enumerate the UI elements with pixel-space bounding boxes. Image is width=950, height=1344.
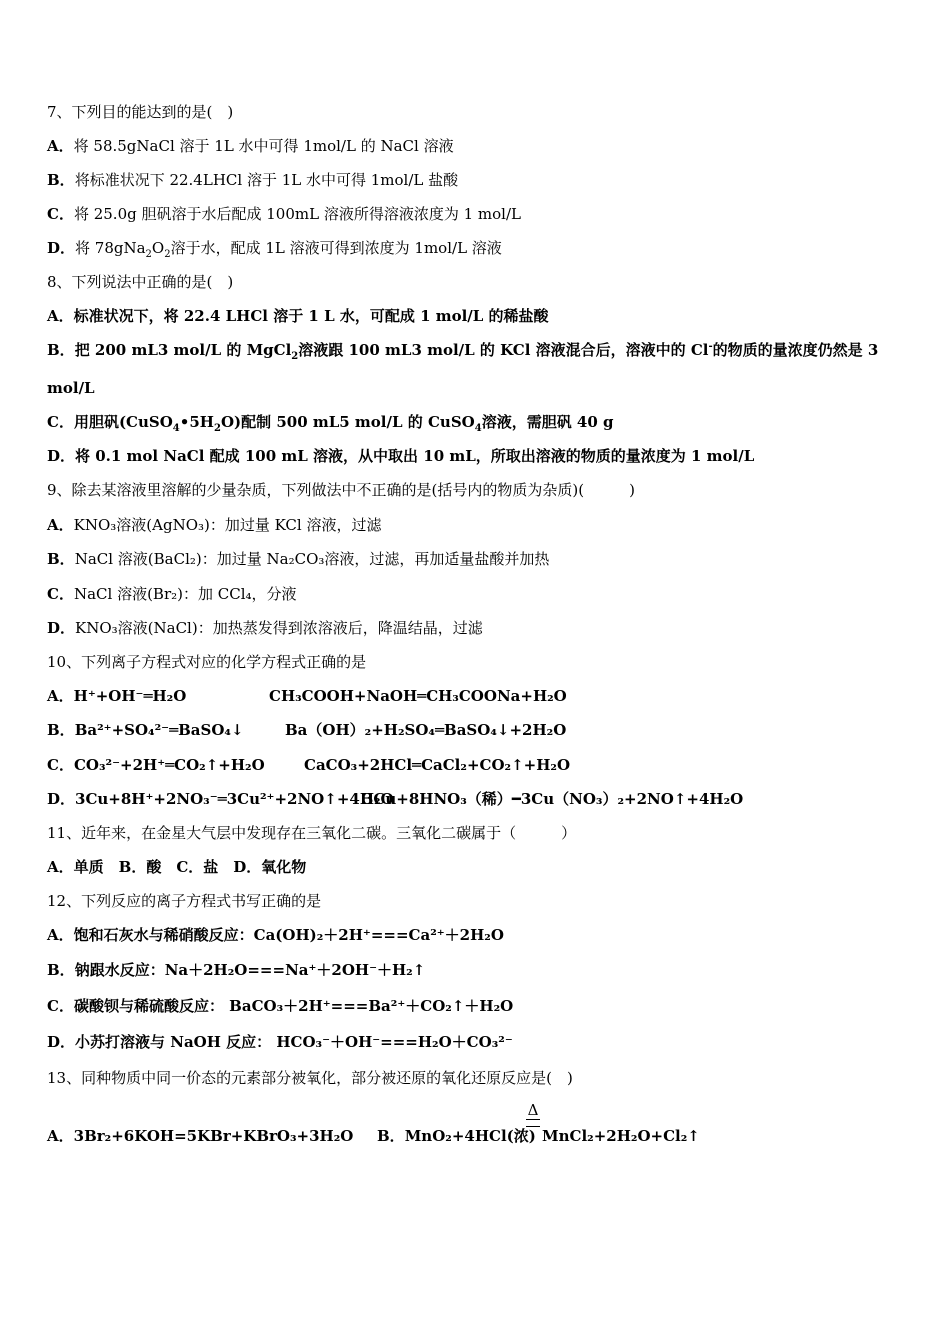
q12-option-a: A．饱和石灰水与稀硝酸反应：Ca(OH)₂＋2H⁺===Ca²⁺＋2H₂O: [47, 926, 504, 944]
q7-stem: 7、下列目的能达到的是( ): [47, 103, 234, 121]
q12-option-d: D．小苏打溶液与 NaOH 反应： HCO₃⁻＋OH⁻===H₂O＋CO₃²⁻: [47, 1033, 513, 1051]
q10-stem: 10、下列离子方程式对应的化学方程式正确的是: [47, 653, 367, 671]
q7-option-d: D．将 $78gNa_2O_2$溶于水，配成 1L 溶液可得到浓度为 1mol/L 溶液: [47, 239, 502, 260]
q13-stem: 13、同种物质中同一价态的元素部分被氧化，部分被还原的氧化还原反应是( ): [47, 1069, 573, 1087]
q12-stem: 12、下列反应的离子方程式书写正确的是: [47, 892, 322, 910]
q13-option-b-products: MnCl₂+2H₂O+Cl₂↑: [542, 1127, 700, 1145]
q10-option-c: C．CO₃²⁻+2H⁺═CO₂↑+H₂O: [47, 756, 265, 774]
q7-option-b: B．将标准状况下 22.4LHCl 溶于 1L 水中可得 1mol/L 盐酸: [47, 171, 459, 189]
q11-stem: 11、近年来，在金星大气层中发现存在三氧化二碳。三氧化二碳属于（ ）: [47, 824, 577, 842]
q10-option-a-equation: CH₃COOH+NaOH═CH₃COONa+H₂O: [269, 687, 567, 705]
q10-option-b: B．Ba²⁺+SO₄²⁻═BaSO₄↓: [47, 721, 244, 739]
q8-option-b-continued: mol/L: [47, 379, 95, 397]
q10-option-a: A．H⁺+OH⁻═H₂O: [47, 687, 187, 705]
q8-option-c: C．用胆矾$(CuSO_4•5H_2O)$配制 500 mL5 mol/L 的 CuSO$_4$溶液，需胆矾 40 g: [47, 413, 614, 434]
q7-option-c: C．将 25.0g 胆矾溶于水后配成 100mL 溶液所得溶液浓度为 1 mol/L: [47, 205, 521, 223]
q10-option-c-equation: CaCO₃+2HCl═CaCl₂+CO₂↑+H₂O: [304, 756, 571, 774]
q11-options: A．单质 B．酸 C．盐 D．氧化物: [47, 858, 307, 876]
q8-stem: 8、下列说法中正确的是( ): [47, 273, 234, 291]
q12-option-c: C．碳酸钡与稀硫酸反应： BaCO₃＋2H⁺===Ba²⁺＋CO₂↑＋H₂O: [47, 997, 514, 1015]
q9-option-c: C．NaCl 溶液(Br₂)：加 CCl₄，分液: [47, 585, 297, 603]
q13-option-a: A．3Br₂+6KOH=5KBr+KBrO₃+3H₂O: [47, 1127, 354, 1145]
q13-option-b: B．MnO₂+4HCl(浓): [377, 1127, 536, 1145]
q8-option-a: A．标准状况下，将 22.4 LHCl 溶于 1 L 水，可配成 1 mol/L 的稀盐酸: [47, 307, 549, 325]
q10-option-b-equation: Ba（OH）₂+H₂SO₄═BaSO₄↓+2H₂O: [285, 721, 567, 739]
q8-option-b: B．把 200 mL3 mol/L 的 MgCl$_2$溶液跟 100 mL3 mol/L 的 KCl 溶液混合后，溶液中的 Cl-的物质的量浓度仍然是 3: [47, 341, 879, 362]
q9-option-b: B．NaCl 溶液(BaCl₂)：加过量 Na₂CO₃溶液，过滤，再加适量盐酸并加热: [47, 550, 550, 568]
q8-option-d: D．将 0.1 mol NaCl 配成 100 mL 溶液，从中取出 10 mL，所取出溶液的物质的量浓度为 1 mol/L: [47, 447, 755, 465]
q9-option-d: D．KNO₃溶液(NaCl)：加热蒸发得到浓溶液后，降温结晶，过滤: [47, 619, 483, 637]
q7-option-a: A．将 58.5gNaCl 溶于 1L 水中可得 1mol/L 的 NaCl 溶液: [47, 137, 454, 155]
q12-option-b: B．钠跟水反应：Na＋2H₂O===Na⁺＋2OH⁻＋H₂↑: [47, 961, 426, 979]
heating-condition-mark: Δ: [523, 1102, 543, 1127]
q10-option-d: D．3Cu+8H⁺+2NO₃⁻═3Cu²⁺+2NO↑+4H₂O: [47, 790, 394, 808]
q10-option-d-equation: 3Cu+8HNO₃（稀）━3Cu（NO₃）₂+2NO↑+4H₂O: [363, 790, 744, 808]
q9-option-a: A．KNO₃溶液(AgNO₃)：加过量 KCl 溶液，过滤: [47, 516, 382, 534]
q9-stem: 9、除去某溶液里溶解的少量杂质，下列做法中不正确的是(括号内的物质为杂质)( ): [47, 481, 635, 499]
